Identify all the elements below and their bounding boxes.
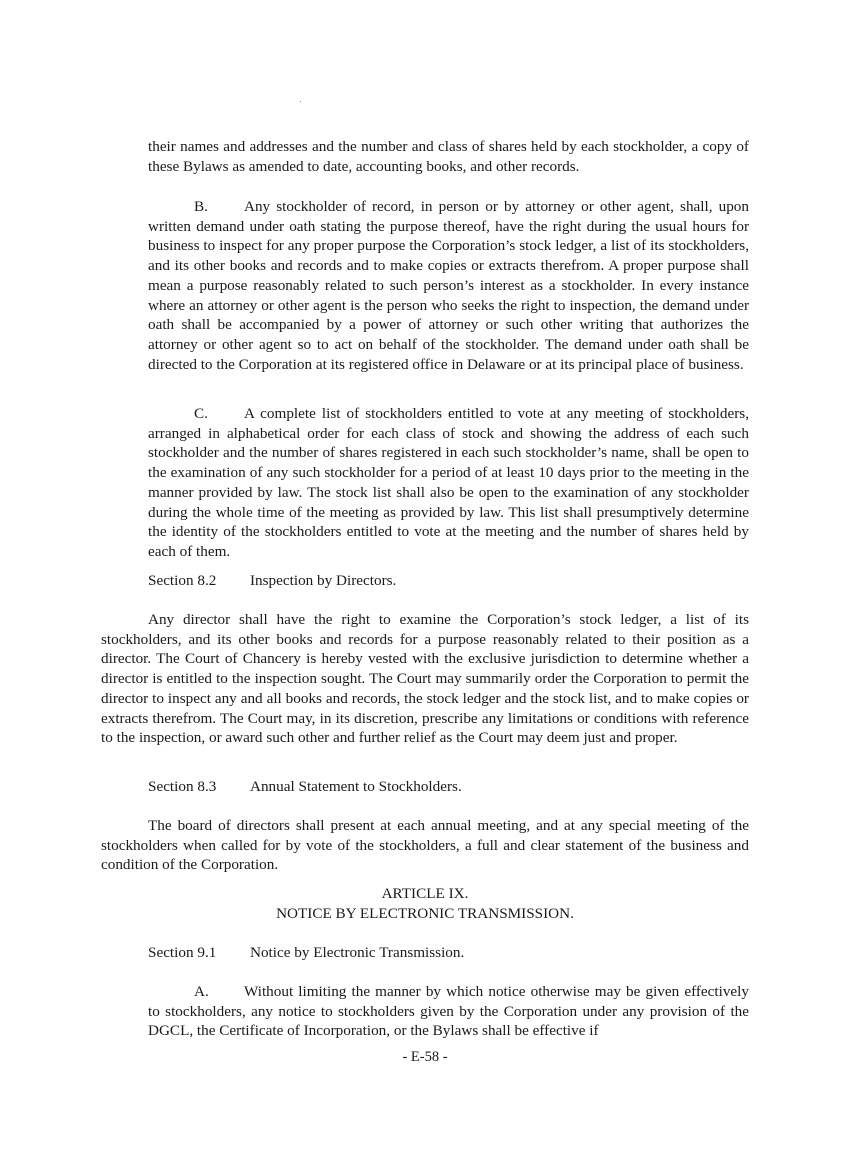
section-9-1-title: Notice by Electronic Transmission. [250,944,465,961]
paragraph-9-1-a-text: Without limiting the manner by which notice otherwise may be given effectively to stockholders, any notice to stockholders given by the Corporation under any provision of the DGCL, the Certificate of Incorporation, or the Bylaws shall be effective if [148,983,749,1040]
paragraph-8-2: Any director shall have the right to examine the Corporation’s stock ledger, a list of its stockholders, and its other books and records for a purpose reasonably related to their position as a director. The Court of Chancery is hereby vested with the exclusive jurisdiction to determine whether a director is entitled to the inspection sought. The Court may summarily order the Corporation to permit the director to inspect any and all books and records, the stock ledger and the stock list, and to make copies or extracts therefrom. The Court may, in its discretion, prescribe any limitations or conditions with reference to the inspection, or award such other and further relief as the Court may deem just and proper. [101,611,749,747]
paragraph-8-3: The board of directors shall present at each annual meeting, and at any special meeting of the stockholders when called for by vote of the stockholders, a full and clear statement of the business and condition of the Corporation. [101,817,749,874]
paragraph-b-letter: B. [194,198,208,215]
paragraph-b-text: Any stockholder of record, in person or by attorney or other agent, shall, upon written demand under oath stating the purpose thereof, have the right during the usual hours for business to inspect for any proper purpose the Corporation’s stock ledger, a list of its stockholders, and its other books and records and to make copies or extracts therefrom. A proper purpose shall mean a purpose reasonably related to such person’s interest as a stockholder. In every instance where an attorney or other agent is the person who seeks the right to inspection, the demand under oath shall be accompanied by a power of attorney or such other writing that authorizes the attorney or other agent so to act on behalf of the stockholder. The demand under oath shall be directed to the Corporation at its registered office in Delaware or at its principal place of business. [148,198,749,373]
paragraph-c-text: A complete list of stockholders entitled to vote at any meeting of stockholders, arranged in alphabetical order for each class of stock and showing the address of each such stockholder and the number of shares registered in each such stockholder’s name, shall be open to the examination of any such stockholder for a period of at least 10 days prior to the meeting in the manner provided by law. The stock list shall also be open to the examination of any stockholder during the whole time of the meeting as provided by law. This list shall presumptively determine the identity of the stockholders entitled to vote at the meeting and the number of shares held by each of them. [148,405,749,560]
section-8-3-heading [148,777,462,797]
scan-artifact-dot [300,101,301,102]
section-8-2-number: Section 8.2 [148,572,217,589]
section-8-3-title: Annual Statement to Stockholders. [250,778,462,795]
section-9-1-number: Section 9.1 [148,944,217,961]
article-ix-number: ARTICLE IX. [381,885,469,902]
section-9-1-heading [148,943,464,963]
paragraph-continuation: their names and addresses and the number and class of shares held by each stockholder, a copy of these Bylaws as amended to date, accounting books, and other records. [148,138,749,175]
article-ix-title: NOTICE BY ELECTRONIC TRANSMISSION. [276,905,574,922]
section-8-2-title: Inspection by Directors. [250,572,397,589]
section-8-3-number: Section 8.3 [148,778,217,795]
section-8-2-heading [148,571,396,591]
paragraph-9-1-a [148,982,749,1041]
paragraph-c-letter: C. [194,405,208,422]
paragraph-9-1-a-letter: A. [194,983,209,1000]
page-number: - E-58 - [402,1049,448,1065]
paragraph-b [148,197,749,374]
paragraph-c [148,404,749,562]
